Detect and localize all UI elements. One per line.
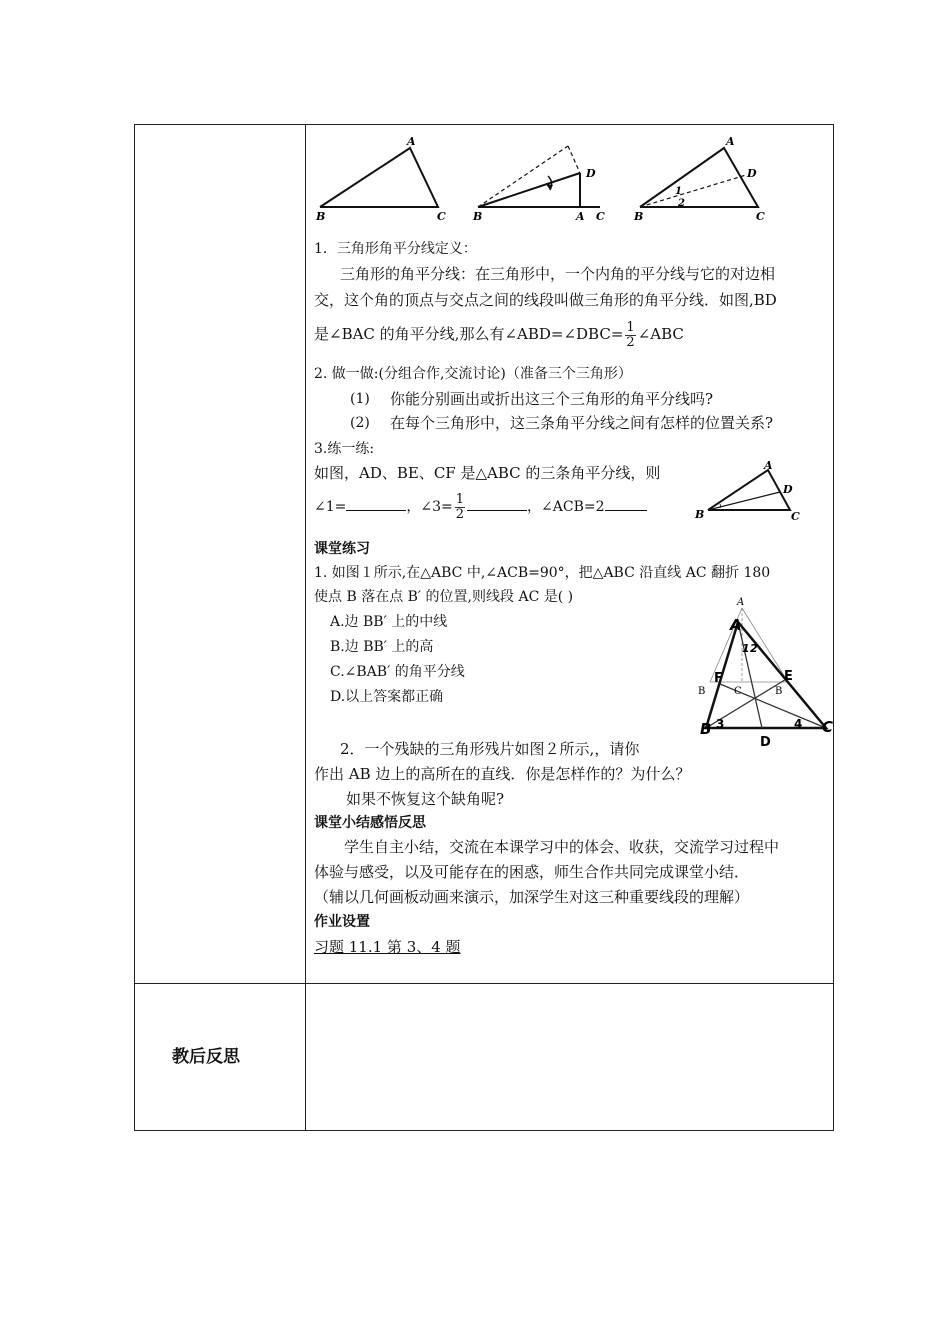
fig2-label-B: B: [473, 210, 483, 223]
fig2-label-D: D: [586, 167, 596, 180]
option-d: D.以上答案都正确: [330, 689, 444, 705]
practice-q1-line1: 1. 如图１所示,在△ABC 中,∠ACB=90°，把△ABC 沿直线 AC 翻折 180: [314, 565, 771, 581]
section2-heading: 2. 做一做:(分组合作,交流讨论)（准备三个三角形）: [314, 366, 632, 382]
angle3-label: ，∠3=: [406, 499, 453, 515]
practice-fig-label-A: A: [764, 459, 773, 472]
definition-line-1: 三角形的角平分线：在三角形中，一个内角的平分线与它的对边相: [340, 265, 776, 283]
row-divider: [134, 983, 834, 984]
option-b: B.边 BB′ 上的高: [330, 639, 434, 655]
triangle-figures-top: [310, 128, 830, 228]
angle1-blank[interactable]: [346, 496, 406, 511]
fraction-one-half: $\frac{1}{2}$: [626, 319, 635, 350]
figure-2-dashed-fold: [478, 146, 580, 207]
figure-1-triangle: [320, 148, 438, 207]
fig1-small-B-left: B: [698, 686, 706, 697]
fig1-label-3: 3: [716, 717, 725, 731]
fig1-label-C-big: C: [822, 718, 834, 736]
fig2-label-A: A: [576, 210, 585, 223]
fig3-label-B: B: [634, 210, 644, 223]
fig3-label-D: D: [747, 167, 757, 180]
fig1-label-B: B: [316, 210, 326, 223]
figure-1-angle-bisectors: [690, 592, 840, 752]
practice-q2-line2: 作出 AB 边上的高所在的直线．你是怎样作的？为什么？: [314, 765, 691, 783]
section2-item1: 你能分别画出或折出这三个三角形的角平分线吗?: [390, 390, 714, 408]
practice-heading: 课堂练习: [314, 541, 370, 557]
option-c: C.∠BAB′ 的角平分线: [330, 664, 465, 680]
fig1-label-1: 1: [742, 642, 750, 655]
fig1-small-C: C: [734, 686, 742, 697]
practice-q2-line3: 如果不恢复这个缺角呢?: [346, 790, 505, 808]
section2-item2-number: (2): [350, 415, 370, 431]
section3-answer-line: [314, 487, 647, 527]
homework-line: 习题 11.1 第 3、4 题: [314, 938, 461, 956]
fig1-label-4: 4: [794, 717, 803, 731]
summary-line3: （辅以几何画板动画来演示，加深学生对这三种重要线段的理解）: [314, 888, 750, 906]
section2-item2: 在每个三角形中，这三条角平分线之间有怎样的位置关系?: [390, 414, 774, 432]
practice-triangle-figure: [690, 458, 810, 522]
fig1-label-D: D: [760, 735, 771, 750]
practice-fig-label-C: C: [791, 510, 800, 522]
summary-line1: 学生自主小结，交流在本课学习中的体会、收获，交流学习过程中: [344, 838, 780, 856]
summary-heading: 课堂小结感悟反思: [314, 815, 426, 831]
definition-line-3-text: 是∠BAC 的角平分线,那么有∠ABD=∠DBC=: [314, 325, 624, 343]
practice-q2-line1: 2．一个残缺的三角形残片如图２所示,，请你: [340, 740, 640, 758]
fig1-label-A: A: [407, 135, 416, 148]
fig2-label-C: C: [596, 210, 605, 223]
fig1-small-A: A: [737, 597, 745, 608]
fraction-one-half-2: $\frac{1}{2}$: [455, 491, 465, 522]
practice-fig-label-D: D: [783, 483, 793, 496]
figure-3-bisector: [640, 175, 746, 207]
figure-3-triangle: [640, 148, 758, 207]
angle3-blank[interactable]: [467, 496, 527, 511]
definition-line-3-end: ∠ABC: [637, 325, 684, 343]
fig1-label-A-big: A: [730, 616, 742, 634]
angle-acb-blank[interactable]: [605, 496, 647, 511]
fig3-label-2: 2: [678, 198, 685, 209]
option-a: A.边 BB′ 上的中线: [330, 614, 448, 630]
fig3-label-A: A: [726, 135, 735, 148]
fig1-label-2: 2: [750, 642, 758, 655]
angle1-label: ∠1=: [314, 499, 347, 515]
practice-q1-line2: 使点 B 落在点 B′ 的位置,则线段 AC 是( ): [314, 589, 574, 605]
angle-acb-label: ，∠ACB=2: [527, 499, 605, 515]
fig1-label-C: C: [437, 210, 446, 223]
section1-heading: 1．三角形角平分线定义：: [314, 241, 477, 257]
homework-heading: 作业设置: [314, 914, 370, 930]
summary-line2: 体验与感受，以及可能存在的困惑，师生合作共同完成课堂小结．: [314, 863, 750, 881]
section3-heading: 3.练一练:: [314, 441, 375, 457]
fig1-small-B-right: B: [775, 686, 783, 697]
fig1-label-B-big: B: [700, 720, 712, 738]
reflection-label: 教后反思: [172, 1047, 240, 1067]
definition-line-3: [314, 316, 684, 352]
definition-line-2: 交，这个角的顶点与交点之间的线段叫做三角形的角平分线．如图,BD: [314, 291, 777, 309]
fig1-label-F: F: [714, 671, 723, 686]
figure-2-triangle: [478, 173, 600, 207]
fig3-label-1: 1: [675, 186, 682, 197]
fig1-label-E: E: [784, 669, 793, 684]
practice-fig-label-B: B: [695, 508, 705, 521]
section2-item1-number: (1): [350, 391, 370, 407]
fig3-label-C: C: [756, 210, 765, 223]
section3-line1: 如图，AD、BE、CF 是△ABC 的三条角平分线，则: [314, 464, 661, 482]
column-divider: [305, 124, 306, 1131]
